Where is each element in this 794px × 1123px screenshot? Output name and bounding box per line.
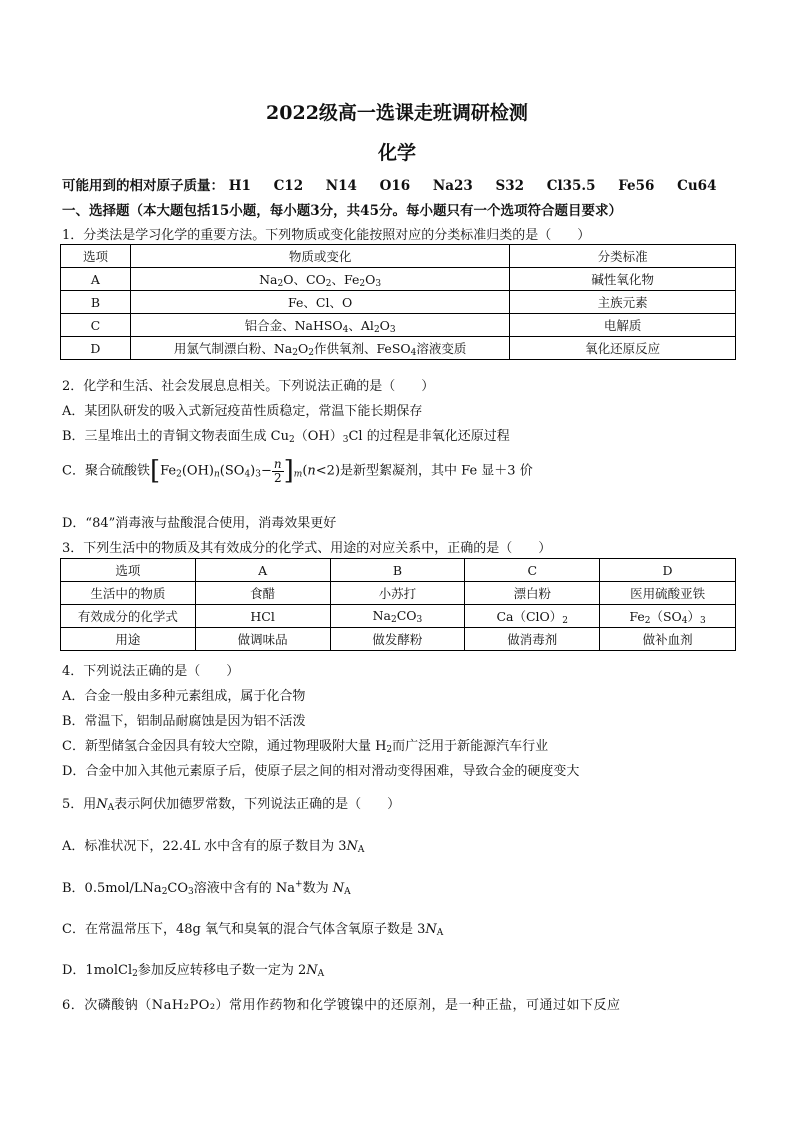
- table-cell: 氧化还原反应: [510, 337, 736, 360]
- mass-item: H1: [228, 178, 251, 194]
- exam-title: 2022级高一选课走班调研检测: [266, 102, 528, 124]
- atomic-masses-label: 可能用到的相对原子质量：: [62, 178, 224, 194]
- table-header: 选项: [61, 245, 131, 268]
- table-header: 选项: [61, 559, 196, 582]
- table-row: [61, 582, 736, 605]
- table-row: [61, 268, 736, 291]
- q2-option-d: D．“84”消毒液与盐酸混合使用，消毒效果更好: [62, 516, 337, 531]
- q4-option-a: A．合金一般由多种元素组成，属于化合物: [62, 689, 306, 704]
- mass-item: C12: [273, 178, 304, 194]
- table-cell: 做消毒剂: [465, 628, 600, 651]
- q5-stem: 5．用$N_A$表示阿伏加德罗常数，下列说法正确的是（ ）: [62, 797, 401, 813]
- table-cell: A: [61, 268, 131, 291]
- q5-option-d: D．1molCl$_2$参加反应转移电子数一定为 $2N_A$: [62, 963, 325, 979]
- table-cell: $Na_2CO_3$: [330, 605, 465, 628]
- table-cell: 碱性氧化物: [510, 268, 736, 291]
- table-row: [61, 314, 736, 337]
- q2-option-b: B．三星堆出土的青铜文物表面生成 $Cu_2(OH)_3Cl$ 的过程是非氧化还原过程: [62, 429, 510, 445]
- table-header: 分类标准: [510, 245, 736, 268]
- q6-stem: 6．次磷酸钠（NaH₂PO₂）常用作药物和化学镀镍中的还原剂，是一种正盐，可通过如下反应: [62, 998, 621, 1013]
- q2-stem: 2．化学和生活、社会发展息息相关。下列说法正确的是（ ）: [62, 379, 435, 394]
- table-header-row: [61, 245, 736, 268]
- table-cell: 有效成分的化学式: [61, 605, 196, 628]
- q2-option-c: C．聚合硫酸铁[$Fe_2(OH)_n(SO_4)_3-$ $\frac{n}{2}$ ]$_m(n<2)$是新型絮凝剂，其中 Fe 显＋3 价: [62, 456, 533, 486]
- q4-option-c: C．新型储氢合金因具有较大空隙，通过物理吸附大量 $H_2$而广泛用于新能源汽车行业: [62, 739, 549, 755]
- table-cell: 用氯气制漂白粉、$Na_2O_2$作供氧剂、FeSO$_4$溶液变质: [130, 337, 509, 360]
- table-cell: HCl: [195, 605, 330, 628]
- table-header: C: [465, 559, 600, 582]
- mass-item: Na23: [432, 178, 473, 194]
- table-header: D: [600, 559, 736, 582]
- section-heading: 一、选择题（本大题包括15小题，每小题3分，共45分。每小题只有一个选项符合题目要求）: [62, 203, 622, 219]
- mass-item: Fe56: [618, 178, 655, 194]
- table-cell: 铝合金、NaHSO$_4$、$Al_2O_3$: [130, 314, 509, 337]
- table-header-row: [61, 559, 736, 582]
- table-row: [61, 291, 736, 314]
- q3-table: [60, 558, 736, 651]
- table-cell: D: [61, 337, 131, 360]
- table-row: [61, 605, 736, 628]
- table-header: 物质或变化: [130, 245, 509, 268]
- table-cell: 做补血剂: [600, 628, 736, 651]
- q2-option-a: A．某团队研发的吸入式新冠疫苗性质稳定，常温下能长期保存: [62, 404, 423, 419]
- table-cell: $Fe_2(SO_4)_3$: [600, 605, 736, 628]
- q1-table: [60, 244, 736, 360]
- q4-option-b: B．常温下，铝制品耐腐蚀是因为铝不活泼: [62, 714, 306, 729]
- q1-stem: 1．分类法是学习化学的重要方法。下列物质或变化能按照对应的分类标准归类的是（ ）: [62, 228, 591, 243]
- q5-option-c: C．在常温常压下，48g 氧气和臭氧的混合气体含氧原子数是 $3N_A$: [62, 922, 444, 938]
- table-cell: 小苏打: [330, 582, 465, 605]
- q5-option-b: B．$0.5mol/LNa_2CO_3$溶液中含有的 Na+数为 $N_A$: [62, 879, 351, 897]
- table-cell: 生活中的物质: [61, 582, 196, 605]
- table-header: A: [195, 559, 330, 582]
- atomic-masses: [62, 174, 734, 194]
- mass-item: Cl35.5: [546, 178, 596, 194]
- mass-item: O16: [379, 178, 411, 194]
- table-cell: 电解质: [510, 314, 736, 337]
- mass-item: N14: [325, 178, 357, 194]
- table-cell: 做调味品: [195, 628, 330, 651]
- table-cell: 主族元素: [510, 291, 736, 314]
- table-cell: 漂白粉: [465, 582, 600, 605]
- table-cell: $Na_2O$、$CO_2$、$Fe_2O_3$: [130, 268, 509, 291]
- q4-stem: 4．下列说法正确的是（ ）: [62, 664, 240, 679]
- table-cell: 做发酵粉: [330, 628, 465, 651]
- mass-item: S32: [495, 178, 525, 194]
- q5-option-a: A．标准状况下，22.4L 水中含有的原子数目为 $3N_A$: [62, 839, 365, 855]
- table-cell: C: [61, 314, 131, 337]
- subject-title: 化学: [377, 142, 416, 164]
- table-row: [61, 337, 736, 360]
- table-row: [61, 628, 736, 651]
- mass-item: Cu64: [677, 178, 717, 194]
- q4-option-d: D．合金中加入其他元素原子后，使原子层之间的相对滑动变得困难，导致合金的硬度变大: [62, 764, 580, 779]
- table-cell: 医用硫酸亚铁: [600, 582, 736, 605]
- table-cell: 食醋: [195, 582, 330, 605]
- q3-stem: 3．下列生活中的物质及其有效成分的化学式、用途的对应关系中，正确的是（ ）: [62, 541, 552, 556]
- table-header: B: [330, 559, 465, 582]
- table-cell: B: [61, 291, 131, 314]
- table-cell: Fe、Cl、O: [130, 291, 509, 314]
- table-cell: 用途: [61, 628, 196, 651]
- table-cell: $Ca(ClO)_2$: [465, 605, 600, 628]
